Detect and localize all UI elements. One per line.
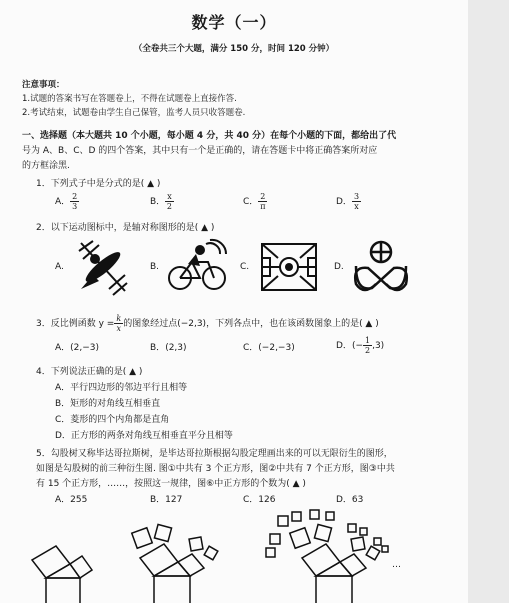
q5-line3: 有 15 个正方形，……，按照这一规律，图⑥中正方形的个数为( ▲ )	[36, 479, 306, 489]
exam-title: 数学（一）	[191, 13, 277, 32]
q3-option-d: D．(− $\frac{1}{2}$ ,3)	[336, 336, 385, 355]
q3-option-a: A．(2,−3)	[55, 343, 100, 353]
figures-ellipsis: …	[392, 560, 401, 570]
q1-option-c: C． $\frac{2}{\pi}$	[243, 192, 266, 211]
q4-option-a: A．平行四边形的邻边平行且相等	[55, 383, 188, 393]
q5-line2: 如图是勾股树的前三种衍生图. 图①中共有 3 个正方形，图②中共有 7 个正方形，图③中共	[36, 464, 395, 474]
kayak-icon	[73, 237, 133, 297]
q4-option-b: B．矩形的对角线互相垂直	[55, 399, 161, 409]
q2-label-a: A.	[55, 262, 64, 272]
exam-subtitle: （全卷共三个大题，满分 150 分，时间 120 分钟）	[133, 44, 335, 54]
q4-stem: 4．下列说法正确的是( ▲ )	[36, 367, 143, 377]
section1-line3: 的方框涂黑.	[22, 161, 70, 171]
pythagoras-tree-figures	[30, 508, 470, 603]
section1-line2: 号为 A、B、C、D 的四个答案，其中只有一个是正确的，请在答题卡中将正确答案所对应	[22, 146, 378, 156]
q4-option-d: D．正方形的两条对角线互相垂直平分且相等	[55, 431, 233, 441]
basketball-icon	[350, 236, 412, 298]
q3-option-c: C．(−2,−3)	[243, 343, 295, 353]
notes-heading: 注意事项：	[22, 80, 65, 90]
q2-label-c: C.	[240, 262, 250, 272]
pythagoras-tree-1	[32, 546, 92, 603]
page-edge	[468, 0, 509, 603]
q5-line1: 5．勾股树又称毕达哥拉斯树，是毕达哥拉斯根据勾股定理画出来的可以无限衍生的图形，	[36, 449, 393, 459]
pythagoras-tree-3	[266, 510, 388, 603]
section1-line1: 一、选择题（本大题共 10 个小题，每小题 4 分，共 40 分）在每个小题的下面，都给出了代	[22, 131, 397, 141]
q1-option-a: A． $\frac{2}{3}$	[55, 192, 78, 211]
cycling-icon	[166, 238, 228, 296]
q2-label-d: D.	[334, 262, 344, 272]
q1-stem: 1．下列式子中是分式的是( ▲ )	[36, 179, 161, 189]
note-item-2: 2.考试结束，试题卷由学生自己保管，监考人员只收答题卷.	[22, 108, 246, 118]
q3-option-b: B．(2,3)	[150, 343, 187, 353]
q2-stem: 2．以下运动图标中，是轴对称图形的是( ▲ )	[36, 223, 215, 233]
q1-option-d: D． $\frac{3}{x}$	[336, 192, 360, 211]
q5-option-b: B．127	[150, 495, 183, 505]
note-item-1: 1.试题的答案书写在答题卷上，不得在试题卷上直接作答.	[22, 94, 237, 104]
q1-option-b: B． $\frac{x}{2}$	[150, 192, 172, 211]
q3-stem: 3．反比例函数 y = $\frac{k}{x}$ 的图象经过点(−2,3)，下列各点中，也在该函数图象上的是( ▲ )	[36, 314, 379, 333]
q4-option-c: C．菱形的四个内角都是直角	[55, 415, 170, 425]
soccer-field-icon	[258, 238, 320, 296]
q2-label-b: B.	[150, 262, 160, 272]
q5-option-d: D．63	[336, 495, 364, 505]
q5-option-c: C．126	[243, 495, 276, 505]
pythagoras-tree-2	[132, 524, 218, 603]
q5-option-a: A．255	[55, 495, 88, 505]
